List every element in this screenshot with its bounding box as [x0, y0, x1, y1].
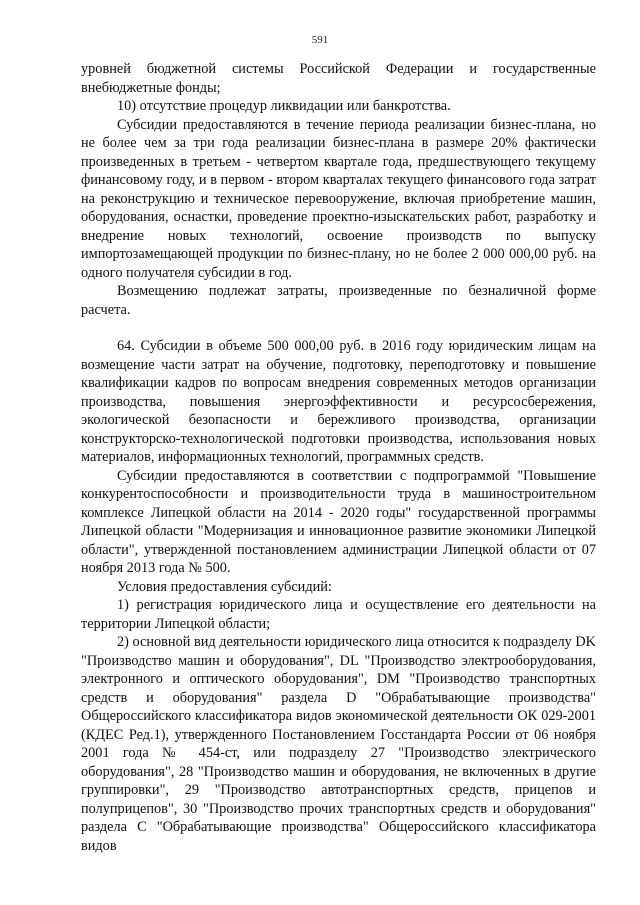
paragraph-no-liquidation: 10) отсутствие процедур ликвидации или банкротства. [117, 98, 451, 114]
page-number: 591 [311, 34, 329, 46]
section-conditions-end [81, 60, 596, 319]
section-item-64 [81, 337, 596, 855]
paragraph-condition-2: 2) основной вид деятельности юридического лица относится к подразделу DK "Производство машин и оборудования", DL "Производство электрооборудования, электронного и оптического оборудования", DM "Производство транспортных средств и оборудования" раздела D "Обрабатывающие производства" Общероссийского классификатора видов экономической деятельности ОК 029-2001 (КДЕС Ред.1), утвержденного Постановлением Госстандарта России от 06 ноября 2001 года № 454-ст, или подразделу 27 "Производство электрического оборудования", 28 "Производство машин и оборудования, не включенных в другие группировки", 29 "Производство автотранспортных средств, прицепов и полуприцепов", 30 "Производство прочих транспортных средств и оборудования" раздела C "Обрабатывающие производства" Общероссийского классификатора видов [81, 634, 596, 854]
paragraph-subprogram: Субсидии предоставляются в соответствии с подпрограммой "Повышение конкурентоспособности и производительности труда в машиностроительном комплексе Липецкой области на 2014 - 2020 годы" государственной программы Липецкой области "Модернизация и инновационное развитие экономики Липецкой области", утвержденной постановлением администрации Липецкой области от 07 ноября 2013 года № 500. [81, 467, 596, 576]
paragraph-item-64: 64. Субсидии в объеме 500 000,00 руб. в 2016 году юридическим лицам на возмещение части затрат на обучение, подготовку, переподготовку и повышение квалификации кадров по вопросам внедрения современных методов организации производства, повышения энергоэффективности и ресурсосбережения, экологической безопасности и бережливого производства, организации конструкторско-технологической подготовки производства, использования новых материалов, информационных технологий, программных средств. [81, 338, 596, 465]
paragraph-budget-funds: уровней бюджетной системы Российской Федерации и государственные внебюджетные фонды; [81, 61, 596, 96]
paragraph-conditions-heading: Условия предоставления субсидий: [117, 578, 332, 595]
paragraph-condition-1: 1) регистрация юридического лица и осуществление его деятельности на территории Липецкой области; [81, 597, 596, 632]
paragraph-subsidy-terms: Субсидии предоставляются в течение периода реализации бизнес-плана, но не более чем за три года реализации бизнес-плана в размере 20% фактически произведенных в третьем - четвертом квартале года, предшествующего текущему финансовому году, и в первом - втором кварталах текущего финансового года затрат на реконструкцию и техническое перевооружение, включая приобретение машин, оборудования, оснастки, проведение проектно-изыскательских работ, разработку и внедрение новых технологий, освоение производств по выпуску импортозамещающей продукции по бизнес-плану, но не более 2 000 000,00 руб. на одного получателя субсидии в год. [81, 116, 596, 281]
paragraph-reimbursement: Возмещению подлежат затраты, произведенные по безналичной форме расчета. [81, 283, 596, 318]
